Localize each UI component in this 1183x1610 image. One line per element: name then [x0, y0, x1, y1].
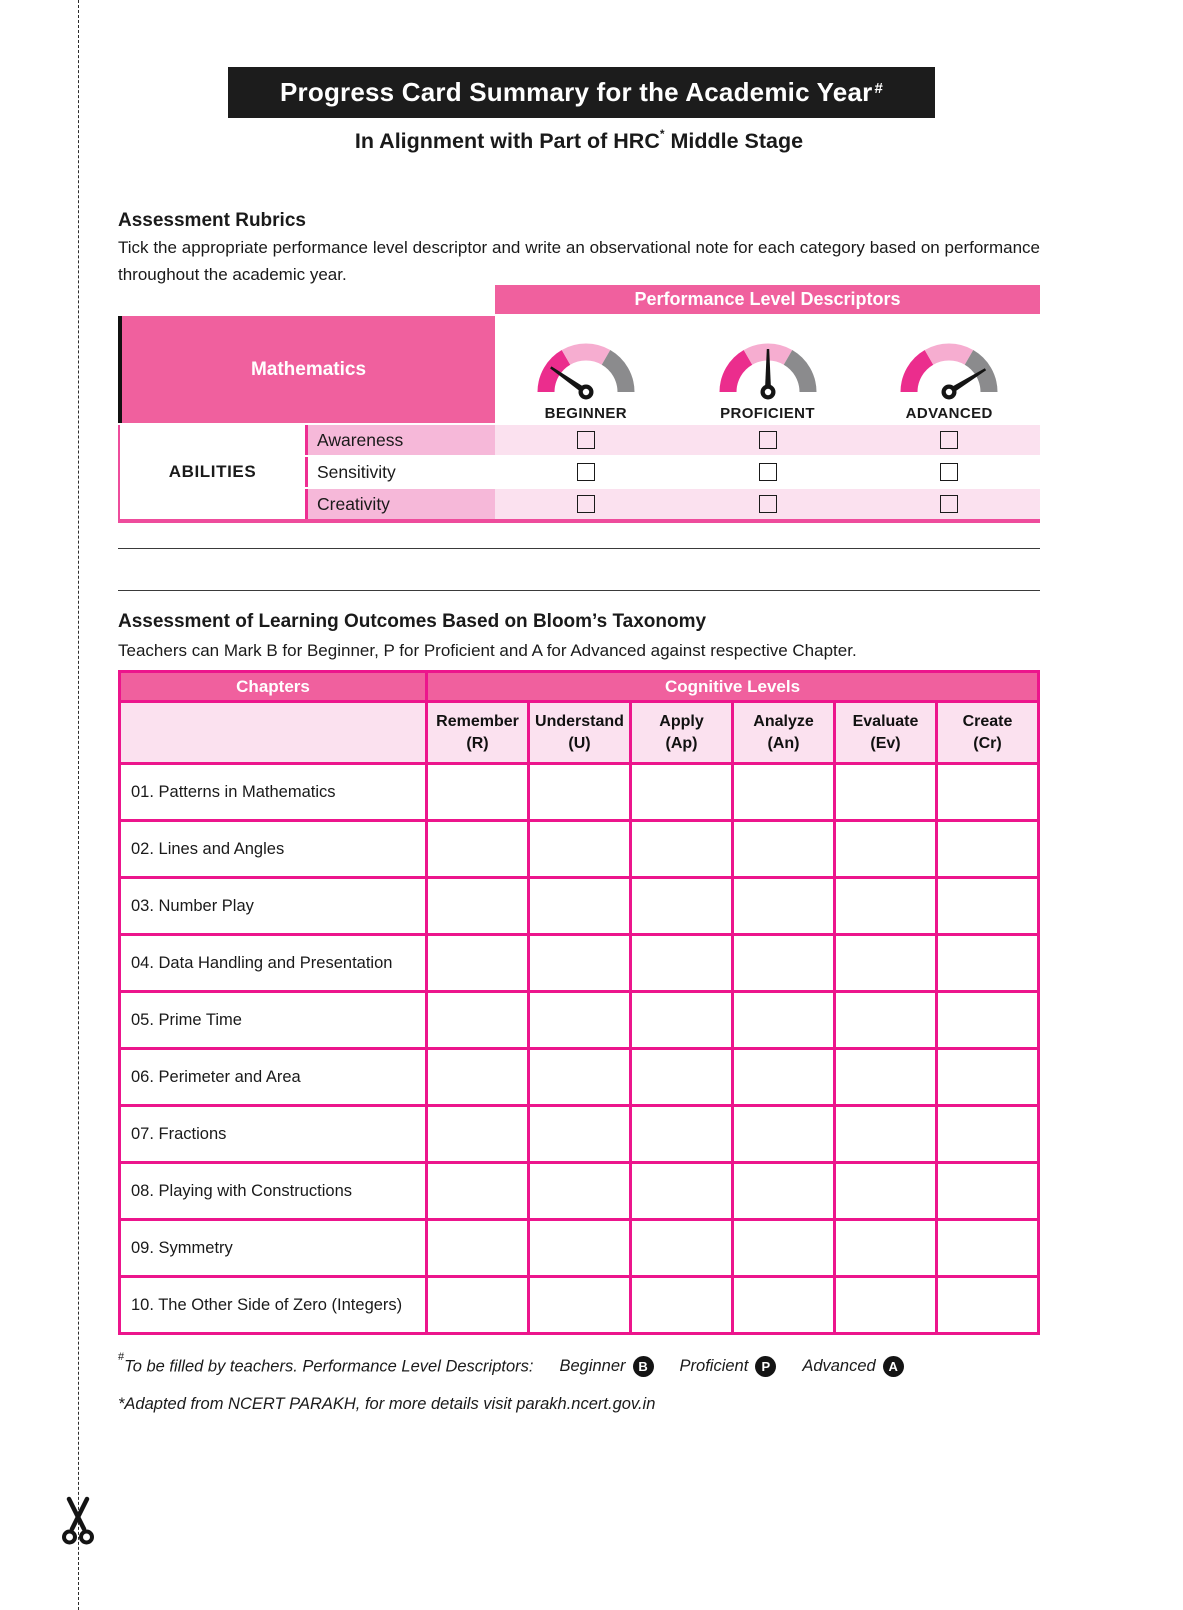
table-row	[120, 935, 1039, 992]
performance-level-descriptors-header: Performance Level Descriptors	[495, 285, 1040, 314]
title-bar	[228, 67, 935, 118]
rubric-empty-corner	[118, 285, 495, 314]
mark-cell[interactable]	[733, 1220, 835, 1277]
mark-cell[interactable]	[427, 1277, 529, 1334]
level-header-analyze: Analyze (An)	[733, 702, 835, 764]
chapters-subheader-empty	[120, 702, 427, 764]
checkbox-row-creativity	[495, 489, 1040, 519]
level-header-understand: Understand (U)	[529, 702, 631, 764]
mark-cell[interactable]	[427, 1220, 529, 1277]
mark-cell[interactable]	[529, 1220, 631, 1277]
proficient-badge-icon: P	[755, 1356, 776, 1377]
rubrics-heading: Assessment Rubrics	[118, 210, 306, 231]
table-row	[120, 821, 1039, 878]
mark-cell[interactable]	[835, 1220, 937, 1277]
mark-cell[interactable]	[631, 1220, 733, 1277]
mark-cell[interactable]	[427, 1163, 529, 1220]
table-row	[120, 878, 1039, 935]
mark-cell[interactable]	[529, 1277, 631, 1334]
table-row	[120, 1220, 1039, 1277]
mark-cell[interactable]	[733, 821, 835, 878]
gauge-beginner-icon	[526, 328, 646, 404]
checkbox-sensitivity-advanced[interactable]	[940, 463, 958, 481]
bloom-table	[118, 670, 1040, 1335]
mark-cell[interactable]	[937, 1049, 1039, 1106]
mark-cell[interactable]	[427, 878, 529, 935]
mark-cell[interactable]	[631, 878, 733, 935]
gauge-row	[495, 316, 1040, 423]
mark-cell[interactable]	[631, 935, 733, 992]
bloom-instructions: Teachers can Mark B for Beginner, P for Proficient and A for Advanced against respective Chapter.	[118, 641, 857, 660]
mark-cell[interactable]	[631, 1277, 733, 1334]
mark-cell[interactable]	[937, 1163, 1039, 1220]
mark-cell[interactable]	[835, 821, 937, 878]
mark-cell[interactable]	[529, 935, 631, 992]
mark-cell[interactable]	[733, 935, 835, 992]
chapter-cell: 09. Symmetry	[120, 1220, 427, 1277]
checkbox-awareness-advanced[interactable]	[940, 431, 958, 449]
ability-label-awareness: Awareness	[305, 425, 495, 455]
mark-cell[interactable]	[529, 878, 631, 935]
mark-cell[interactable]	[937, 1106, 1039, 1163]
separator-line-1	[118, 548, 1040, 549]
mark-cell[interactable]	[937, 992, 1039, 1049]
mark-cell[interactable]	[733, 878, 835, 935]
mark-cell[interactable]	[835, 1277, 937, 1334]
bloom-heading: Assessment of Learning Outcomes Based on Bloom’s Taxonomy	[118, 611, 707, 632]
mark-cell[interactable]	[835, 992, 937, 1049]
mark-cell[interactable]	[631, 821, 733, 878]
chapter-cell: 08. Playing with Constructions	[120, 1163, 427, 1220]
mark-cell[interactable]	[835, 878, 937, 935]
abilities-header-cell: ABILITIES	[118, 425, 305, 519]
ability-label-sensitivity: Sensitivity	[305, 457, 495, 487]
mark-cell[interactable]	[733, 764, 835, 821]
checkbox-creativity-proficient[interactable]	[759, 495, 777, 513]
level-header-apply: Apply (Ap)	[631, 702, 733, 764]
chapter-cell: 10. The Other Side of Zero (Integers)	[120, 1277, 427, 1334]
checkbox-sensitivity-proficient[interactable]	[759, 463, 777, 481]
mark-cell[interactable]	[427, 935, 529, 992]
mark-cell[interactable]	[733, 1277, 835, 1334]
mark-cell[interactable]	[529, 1163, 631, 1220]
gauge-advanced	[858, 316, 1040, 423]
mark-cell[interactable]	[835, 1163, 937, 1220]
mark-cell[interactable]	[529, 764, 631, 821]
gauge-label-advanced: ADVANCED	[905, 405, 993, 422]
mark-cell[interactable]	[427, 821, 529, 878]
mark-cell[interactable]	[937, 764, 1039, 821]
mark-cell[interactable]	[631, 1106, 733, 1163]
level-header-create: Create (Cr)	[937, 702, 1039, 764]
table-row	[120, 764, 1039, 821]
level-header-evaluate: Evaluate (Ev)	[835, 702, 937, 764]
ability-label-creativity: Creativity	[305, 489, 495, 519]
title-superscript: #	[874, 80, 883, 97]
table-row	[120, 1049, 1039, 1106]
mark-cell[interactable]	[835, 1106, 937, 1163]
table-row	[120, 992, 1039, 1049]
mark-cell[interactable]	[835, 935, 937, 992]
mark-cell[interactable]	[937, 821, 1039, 878]
mark-cell[interactable]	[427, 1106, 529, 1163]
mark-cell[interactable]	[529, 821, 631, 878]
page-subtitle: In Alignment with Part of HRC* Middle Stage	[354, 127, 804, 154]
gauge-proficient-icon	[708, 328, 828, 404]
mark-cell[interactable]	[835, 764, 937, 821]
gauge-label-proficient: PROFICIENT	[720, 405, 815, 422]
rubric-table	[118, 285, 1040, 523]
scissors-icon	[60, 1495, 96, 1556]
chapter-cell: 06. Perimeter and Area	[120, 1049, 427, 1106]
chapter-cell: 04. Data Handling and Presentation	[120, 935, 427, 992]
mark-cell[interactable]	[427, 1049, 529, 1106]
legend-beginner: Beginner B	[559, 1356, 653, 1377]
separator-line-2	[118, 590, 1040, 591]
subject-cell: Mathematics	[118, 316, 495, 423]
mark-cell[interactable]	[937, 935, 1039, 992]
gauge-label-beginner: BEGINNER	[544, 405, 628, 422]
mark-cell[interactable]	[733, 1106, 835, 1163]
mark-cell[interactable]	[733, 1049, 835, 1106]
mark-cell[interactable]	[937, 878, 1039, 935]
mark-cell[interactable]	[631, 764, 733, 821]
mark-cell[interactable]	[631, 1163, 733, 1220]
chapter-cell: 07. Fractions	[120, 1106, 427, 1163]
legend-proficient: Proficient P	[680, 1356, 777, 1377]
mark-cell[interactable]	[631, 992, 733, 1049]
mark-cell[interactable]	[427, 992, 529, 1049]
footnote-source: *Adapted from NCERT PARAKH, for more details visit parakh.ncert.gov.in	[118, 1395, 656, 1413]
chapter-cell: 03. Number Play	[120, 878, 427, 935]
page-title: Progress Card Summary for the Academic Year	[280, 77, 873, 107]
mark-cell[interactable]	[529, 1106, 631, 1163]
mark-cell[interactable]	[529, 992, 631, 1049]
mark-cell[interactable]	[733, 992, 835, 1049]
level-header-remember: Remember (R)	[427, 702, 529, 764]
chapter-cell: 02. Lines and Angles	[120, 821, 427, 878]
gauge-beginner	[495, 316, 677, 423]
cognitive-levels-header: Cognitive Levels	[427, 672, 1039, 702]
mark-cell[interactable]	[427, 764, 529, 821]
checkbox-row-awareness	[495, 425, 1040, 455]
table-row	[120, 1106, 1039, 1163]
checkbox-creativity-advanced[interactable]	[940, 495, 958, 513]
checkbox-row-sensitivity	[495, 457, 1040, 487]
mark-cell[interactable]	[733, 1163, 835, 1220]
gauge-advanced-icon	[889, 328, 1009, 404]
checkbox-awareness-beginner[interactable]	[577, 431, 595, 449]
table-row	[120, 1163, 1039, 1220]
mark-cell[interactable]	[937, 1220, 1039, 1277]
mark-cell[interactable]	[529, 1049, 631, 1106]
advanced-badge-icon: A	[883, 1356, 904, 1377]
checkbox-creativity-beginner[interactable]	[577, 495, 595, 513]
chapters-header: Chapters	[120, 672, 427, 702]
legend-advanced: Advanced A	[802, 1356, 903, 1377]
cut-dashed-line	[78, 0, 79, 1610]
table-row	[120, 1277, 1039, 1334]
rubrics-instructions: Tick the appropriate performance level descriptor and write an observational note for each category based on performance throughout the academic year.	[118, 238, 1040, 284]
footnote-descriptors: #To be filled by teachers. Performance Level Descriptors: Beginner B Proficient P Advanced A	[118, 1356, 1040, 1377]
mark-cell[interactable]	[937, 1277, 1039, 1334]
chapter-cell: 05. Prime Time	[120, 992, 427, 1049]
gauge-proficient	[677, 316, 859, 423]
mark-cell[interactable]	[631, 1049, 733, 1106]
checkbox-sensitivity-beginner[interactable]	[577, 463, 595, 481]
checkbox-awareness-proficient[interactable]	[759, 431, 777, 449]
mark-cell[interactable]	[835, 1049, 937, 1106]
chapter-cell: 01. Patterns in Mathematics	[120, 764, 427, 821]
beginner-badge-icon: B	[633, 1356, 654, 1377]
